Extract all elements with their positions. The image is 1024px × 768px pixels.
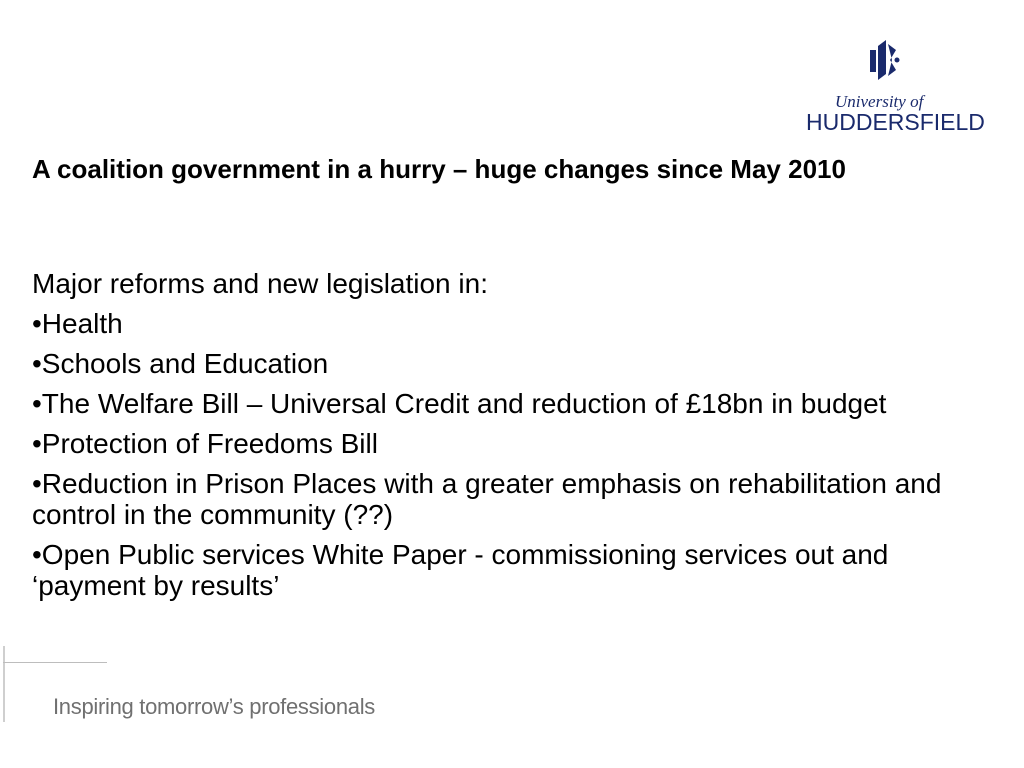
slide-body (32, 268, 982, 610)
bullet-item: •Schools and Education (32, 348, 329, 379)
footer-divider-horizontal (3, 662, 107, 663)
footer-divider-vertical (3, 646, 5, 722)
bullet-item: •Health (32, 308, 123, 339)
intro-text: Major reforms and new legislation in: (32, 268, 488, 299)
slide-heading: A coalition government in a hurry – huge changes since May 2010 (32, 154, 846, 184)
university-logo (800, 40, 985, 140)
logo-university-of: University of (835, 92, 924, 111)
bullet-item: •Protection of Freedoms Bill (32, 428, 378, 459)
footer-tagline: Inspiring tomorrow’s professionals (53, 694, 375, 719)
logo-huddersfield: HUDDERSFIELD (806, 109, 985, 135)
university-crest-icon (870, 40, 900, 80)
bullet-item: •The Welfare Bill – Universal Credit and reduction of £18bn in budget (32, 388, 887, 419)
bullet-item: •Open Public services White Paper - commissioning services out and ‘payment by results’ (32, 539, 889, 601)
bullet-item: •Reduction in Prison Places with a greater emphasis on rehabilitation and control in the community (??) (32, 468, 942, 530)
